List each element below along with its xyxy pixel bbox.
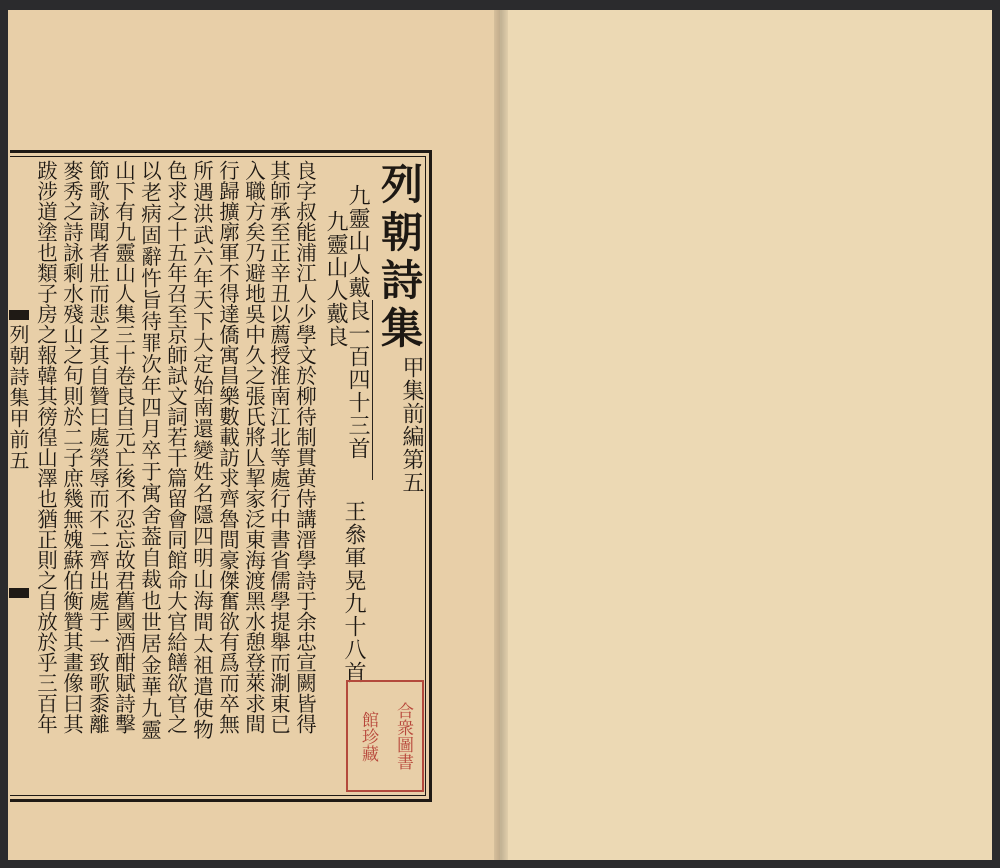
text-column: 節歌詠聞者壯而悲之其自贊曰處榮辱而不二齊出處于一致歌黍離 xyxy=(85,160,110,734)
text-column: 良字叔能浦江人少學文於柳待制貫黄侍講溍學詩于余忠宣闕皆得 xyxy=(292,160,317,734)
author-name: 九靈山人戴良 xyxy=(323,210,348,348)
book-title: 列朝詩集 xyxy=(375,162,424,354)
text-column: 山下有九靈山人集三十卷良自元亡後不忍忘故君舊國酒酣賦詩擊 xyxy=(111,160,136,734)
text-column: 其師承至正辛丑以薦授淮南江北等處行中書省儒學提舉而淛東已 xyxy=(266,160,291,734)
other-author-entry: 王叅軍晃九十八首 xyxy=(341,500,366,684)
margin-fishtail-bottom xyxy=(9,588,29,598)
text-column: 以老病固辭忤旨待罪次年四月卒于寓舍葢自裁也世居金華九靈 xyxy=(137,160,162,741)
text-column: 行歸擴廓軍不得達僑寓昌樂數載訪求齊魯間豪傑奮欲有爲而卒無 xyxy=(215,160,240,734)
library-seal-stamp xyxy=(346,680,424,792)
section-label: 甲集前編第五 xyxy=(399,356,424,494)
column-rule xyxy=(372,300,373,480)
seal-text: 館珍藏 xyxy=(358,710,378,762)
text-column: 色求之十五年召至京師試文詞若干篇留會同館命大官給饍欲官之 xyxy=(163,160,188,734)
right-page-blank xyxy=(500,10,992,860)
text-column: 所遇洪武六年天下大定始南還變姓名隱四明山海間太祖遣使物 xyxy=(189,160,214,741)
margin-fishtail-top xyxy=(9,310,29,320)
text-column: 跋涉道塗也類子房之報韓其徬徨山澤也猶正則之自放於乎三百年 xyxy=(33,160,58,734)
text-column: 麥秀之詩詠剩水殘山之句則於二子庶幾無媿蘇伯衡贊其畫像曰其 xyxy=(59,160,84,734)
margin-label: 列朝詩集甲前五 xyxy=(6,324,30,471)
seal-text: 合衆圖書 xyxy=(393,702,413,770)
text-column: 入職方矣乃避地吳中久之張氏將亾挈家泛東海渡黑水憩登萊求間 xyxy=(241,160,266,734)
book-gutter xyxy=(494,10,508,860)
author-heading: 九靈山人戴良一百四十三首 xyxy=(345,184,370,460)
